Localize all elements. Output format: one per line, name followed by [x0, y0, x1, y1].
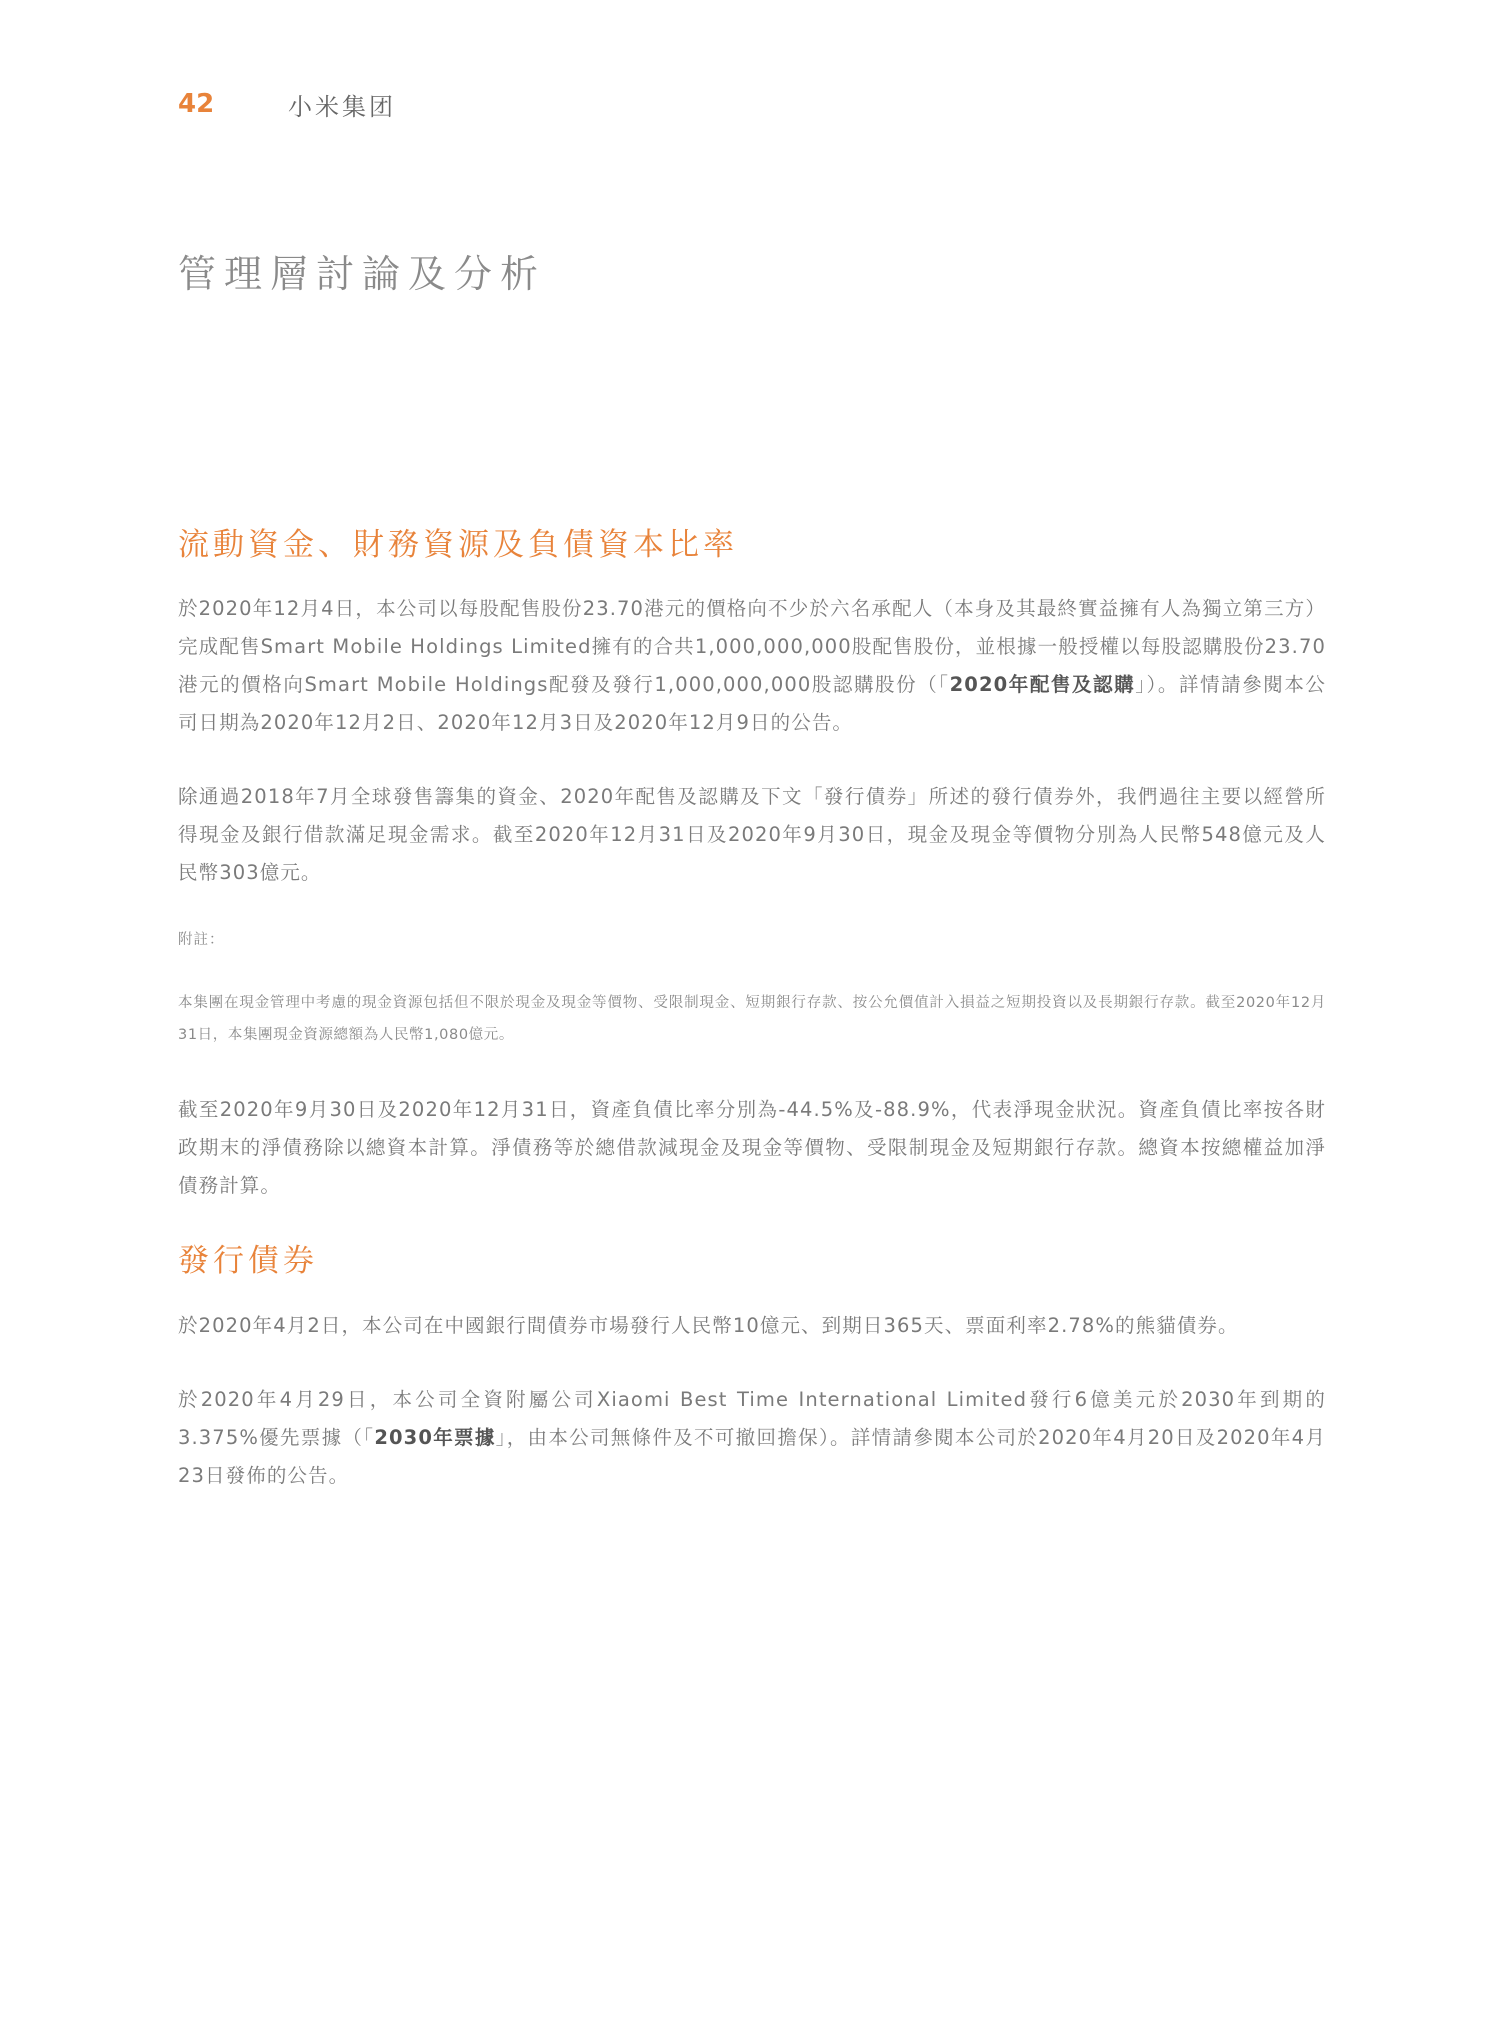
liquidity-heading: 流動資金、財務資源及負債資本比率 — [178, 527, 738, 563]
liquidity-paragraph-2: 除通過2018年7月全球發售籌集的資金、2020年配售及認購及下文「發行債券」所述的發行債券外，我們過往主要以經營所得現金及銀行借款滿足現金需求。截至2020年12月31日及2020年9月30日，現金及現金等價物分別為人民幣548億元及人民幣303億元。 — [178, 785, 1326, 885]
bonds-heading: 發行債券 — [178, 1243, 318, 1280]
bonds-p2-defined-term: 2030年票據 — [374, 1425, 496, 1449]
liquidity-p1-text-end: 」）。詳情請參閱本公司日期為2020年12月2日、2020年12月3日及2020年12月9日的公告。 — [178, 673, 1326, 735]
note-text: 本集團在現金管理中考慮的現金資源包括但不限於現金及現金等價物、受限制現金、短期銀行存款、按公允價值計入損益之短期投資以及長期銀行存款。截至2020年12月31日，本集團現金資源總額為人民幣1,080億元。 — [178, 995, 1326, 1044]
note-label: 附註： — [178, 932, 225, 949]
liquidity-p1-defined-term: 2020年配售及認購 — [949, 673, 1136, 697]
bonds-p2-text: 於2020年4月29日，本公司全資附屬公司Xiaomi Best Time International Limited發行6億美元於2030年到期的3.375%優先票據（「 — [178, 1387, 1326, 1449]
page-number: 42 — [178, 89, 215, 119]
bonds-paragraph-2 — [178, 1381, 1326, 1495]
section-title: 管理層討論及分析 — [178, 252, 547, 296]
bonds-paragraph-1: 於2020年4月2日，本公司在中國銀行間債券市場發行人民幣10億元、到期日365天、票面利率2.78%的熊貓債券。 — [178, 1313, 1239, 1337]
main-content — [178, 525, 1326, 1531]
company-name: 小米集团 — [288, 92, 396, 121]
liquidity-paragraph-1 — [178, 590, 1326, 742]
bonds-p2-text-end: 」，由本公司無條件及不可撤回擔保）。詳情請參閱本公司於2020年4月20日及2020年4月23日發佈的公告。 — [178, 1425, 1326, 1487]
page-header — [178, 84, 396, 124]
liquidity-p1-text: 於2020年12月4日，本公司以每股配售股份23.70港元的價格向不少於六名承配人（本身及其最終實益擁有人為獨立第三方）完成配售Smart Mobile Holdings Limited擁有的合共1,000,000,000股配售股份，並根據一般授權以每股認購股份23.70港元的價格向Smart Mobile Holdings配發及發行1,000,000,000股認購股份（「 — [178, 597, 1326, 697]
liquidity-paragraph-3: 截至2020年9月30日及2020年12月31日，資產負債比率分別為-44.5%及-88.9%，代表淨現金狀況。資產負債比率按各財政期末的淨債務除以總資本計算。淨債務等於總借款減現金及現金等價物、受限制現金及短期銀行存款。總資本按總權益加淨債務計算。 — [178, 1098, 1326, 1198]
